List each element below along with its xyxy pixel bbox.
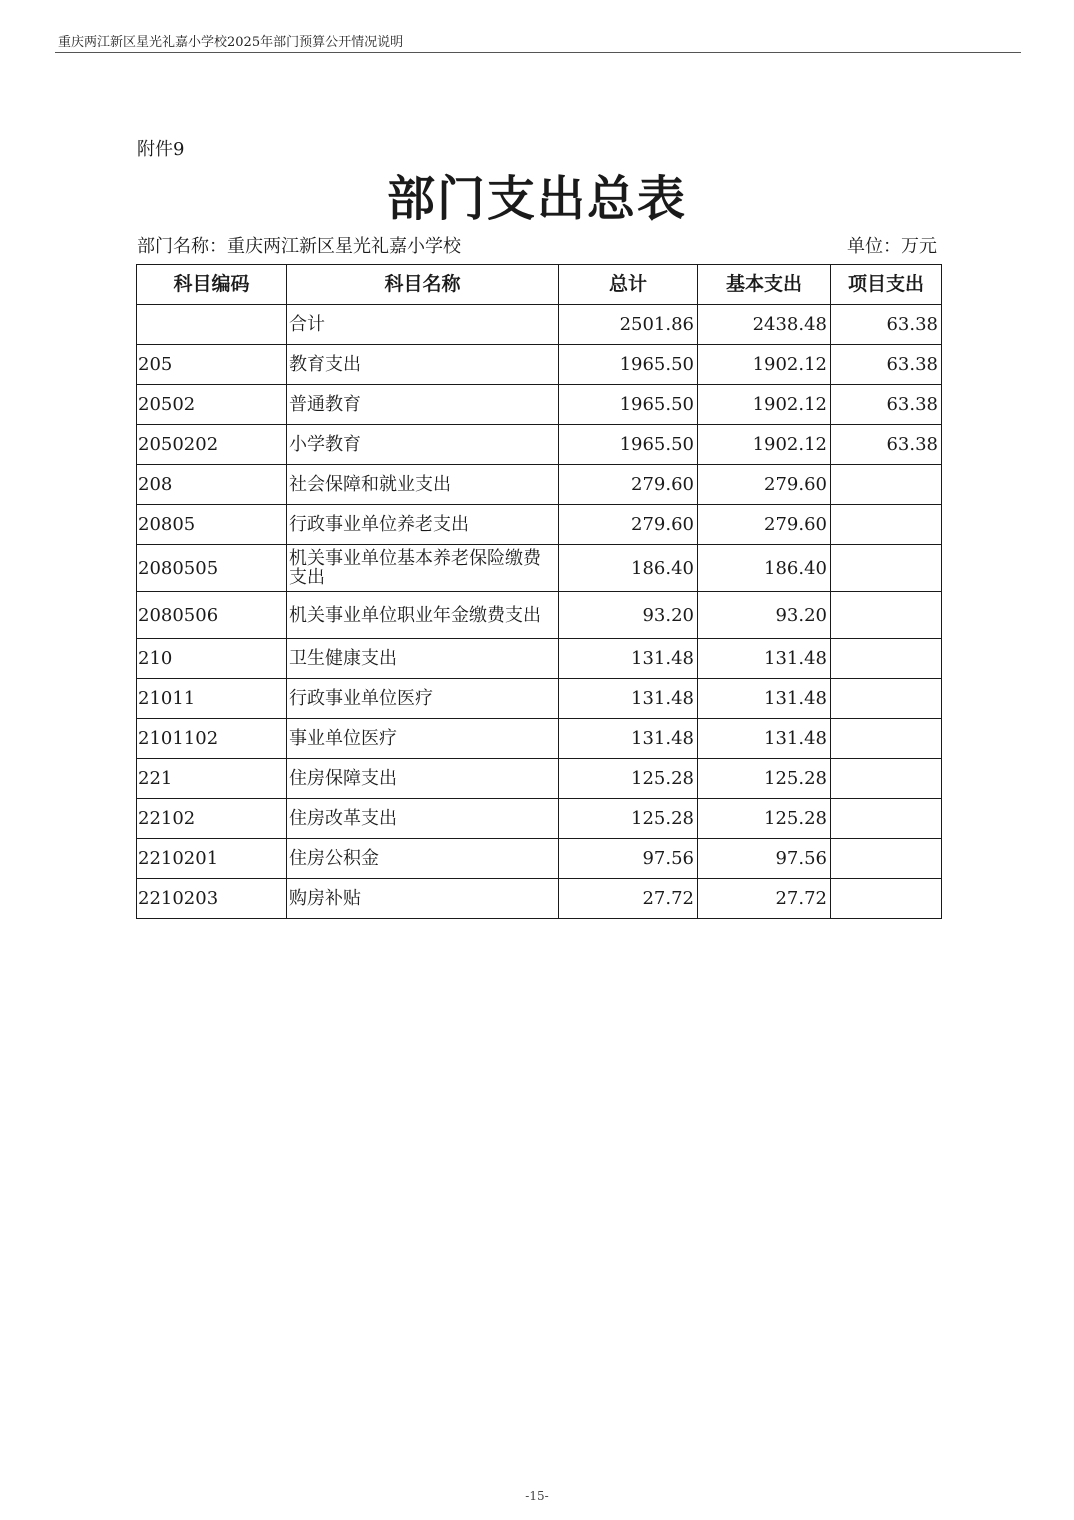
cell-name: 行政事业单位医疗 <box>287 679 559 719</box>
column-header-name: 科目名称 <box>287 265 559 305</box>
cell-project: 63.38 <box>831 425 942 465</box>
header-divider <box>55 52 1021 53</box>
cell-total: 93.20 <box>559 592 698 639</box>
cell-basic: 1902.12 <box>698 345 831 385</box>
cell-code: 2050202 <box>137 425 287 465</box>
cell-name: 事业单位医疗 <box>287 719 559 759</box>
cell-total: 131.48 <box>559 679 698 719</box>
cell-project: 63.38 <box>831 345 942 385</box>
cell-name: 机关事业单位职业年金缴费支出 <box>287 592 559 639</box>
cell-total: 186.40 <box>559 545 698 592</box>
cell-basic: 27.72 <box>698 879 831 919</box>
table-row <box>137 305 942 345</box>
table-row <box>137 465 942 505</box>
cell-name: 普通教育 <box>287 385 559 425</box>
cell-code: 22102 <box>137 799 287 839</box>
cell-code: 221 <box>137 759 287 799</box>
cell-total: 131.48 <box>559 639 698 679</box>
column-header-project: 项目支出 <box>831 265 942 305</box>
table-row <box>137 545 942 592</box>
cell-basic: 1902.12 <box>698 385 831 425</box>
cell-name: 机关事业单位基本养老保险缴费支出 <box>287 545 559 592</box>
cell-name: 住房保障支出 <box>287 759 559 799</box>
table-header-row <box>137 265 942 305</box>
cell-code: 2210201 <box>137 839 287 879</box>
table-row <box>137 425 942 465</box>
cell-name: 卫生健康支出 <box>287 639 559 679</box>
cell-basic: 97.56 <box>698 839 831 879</box>
table-row <box>137 345 942 385</box>
cell-total: 97.56 <box>559 839 698 879</box>
cell-project <box>831 545 942 592</box>
table-row <box>137 759 942 799</box>
cell-total: 2501.86 <box>559 305 698 345</box>
cell-project <box>831 799 942 839</box>
cell-basic: 125.28 <box>698 799 831 839</box>
cell-total: 125.28 <box>559 799 698 839</box>
cell-code: 210 <box>137 639 287 679</box>
table-row <box>137 719 942 759</box>
cell-total: 1965.50 <box>559 345 698 385</box>
cell-project <box>831 505 942 545</box>
cell-total: 279.60 <box>559 505 698 545</box>
cell-project <box>831 719 942 759</box>
cell-basic: 2438.48 <box>698 305 831 345</box>
column-header-basic: 基本支出 <box>698 265 831 305</box>
cell-basic: 279.60 <box>698 465 831 505</box>
cell-total: 279.60 <box>559 465 698 505</box>
cell-basic: 131.48 <box>698 719 831 759</box>
cell-project <box>831 592 942 639</box>
cell-code: 205 <box>137 345 287 385</box>
cell-code: 2080506 <box>137 592 287 639</box>
cell-project <box>831 465 942 505</box>
cell-project <box>831 639 942 679</box>
cell-project: 63.38 <box>831 305 942 345</box>
cell-project <box>831 879 942 919</box>
cell-name: 住房公积金 <box>287 839 559 879</box>
cell-code: 208 <box>137 465 287 505</box>
cell-name: 购房补贴 <box>287 879 559 919</box>
column-header-total: 总计 <box>559 265 698 305</box>
cell-code: 2210203 <box>137 879 287 919</box>
cell-code: 20805 <box>137 505 287 545</box>
table-row <box>137 639 942 679</box>
cell-name: 教育支出 <box>287 345 559 385</box>
cell-basic: 279.60 <box>698 505 831 545</box>
cell-name: 社会保障和就业支出 <box>287 465 559 505</box>
cell-name: 住房改革支出 <box>287 799 559 839</box>
cell-total: 27.72 <box>559 879 698 919</box>
cell-basic: 93.20 <box>698 592 831 639</box>
cell-code: 20502 <box>137 385 287 425</box>
table-row <box>137 679 942 719</box>
page-title: 部门支出总表 <box>386 171 687 227</box>
cell-basic: 1902.12 <box>698 425 831 465</box>
page-number: -15- <box>525 1489 549 1503</box>
cell-total: 1965.50 <box>559 425 698 465</box>
cell-basic: 186.40 <box>698 545 831 592</box>
cell-project <box>831 679 942 719</box>
cell-basic: 131.48 <box>698 679 831 719</box>
cell-basic: 131.48 <box>698 639 831 679</box>
attachment-label: 附件9 <box>137 139 185 160</box>
running-header: 重庆两江新区星光礼嘉小学校2025年部门预算公开情况说明 <box>58 35 404 50</box>
cell-project <box>831 759 942 799</box>
cell-project: 63.38 <box>831 385 942 425</box>
cell-project <box>831 839 942 879</box>
cell-basic: 125.28 <box>698 759 831 799</box>
cell-code <box>137 305 287 345</box>
table-row <box>137 592 942 639</box>
table-row <box>137 799 942 839</box>
table-row <box>137 505 942 545</box>
expenditure-table <box>136 264 942 919</box>
cell-total: 131.48 <box>559 719 698 759</box>
cell-total: 1965.50 <box>559 385 698 425</box>
cell-name: 小学教育 <box>287 425 559 465</box>
cell-code: 2080505 <box>137 545 287 592</box>
cell-total: 125.28 <box>559 759 698 799</box>
table-row <box>137 879 942 919</box>
table-row <box>137 839 942 879</box>
unit-label: 单位：万元 <box>847 236 937 257</box>
cell-name: 合计 <box>287 305 559 345</box>
department-name: 部门名称：重庆两江新区星光礼嘉小学校 <box>137 236 461 257</box>
cell-name: 行政事业单位养老支出 <box>287 505 559 545</box>
cell-code: 2101102 <box>137 719 287 759</box>
cell-code: 21011 <box>137 679 287 719</box>
table-row <box>137 385 942 425</box>
column-header-code: 科目编码 <box>137 265 287 305</box>
